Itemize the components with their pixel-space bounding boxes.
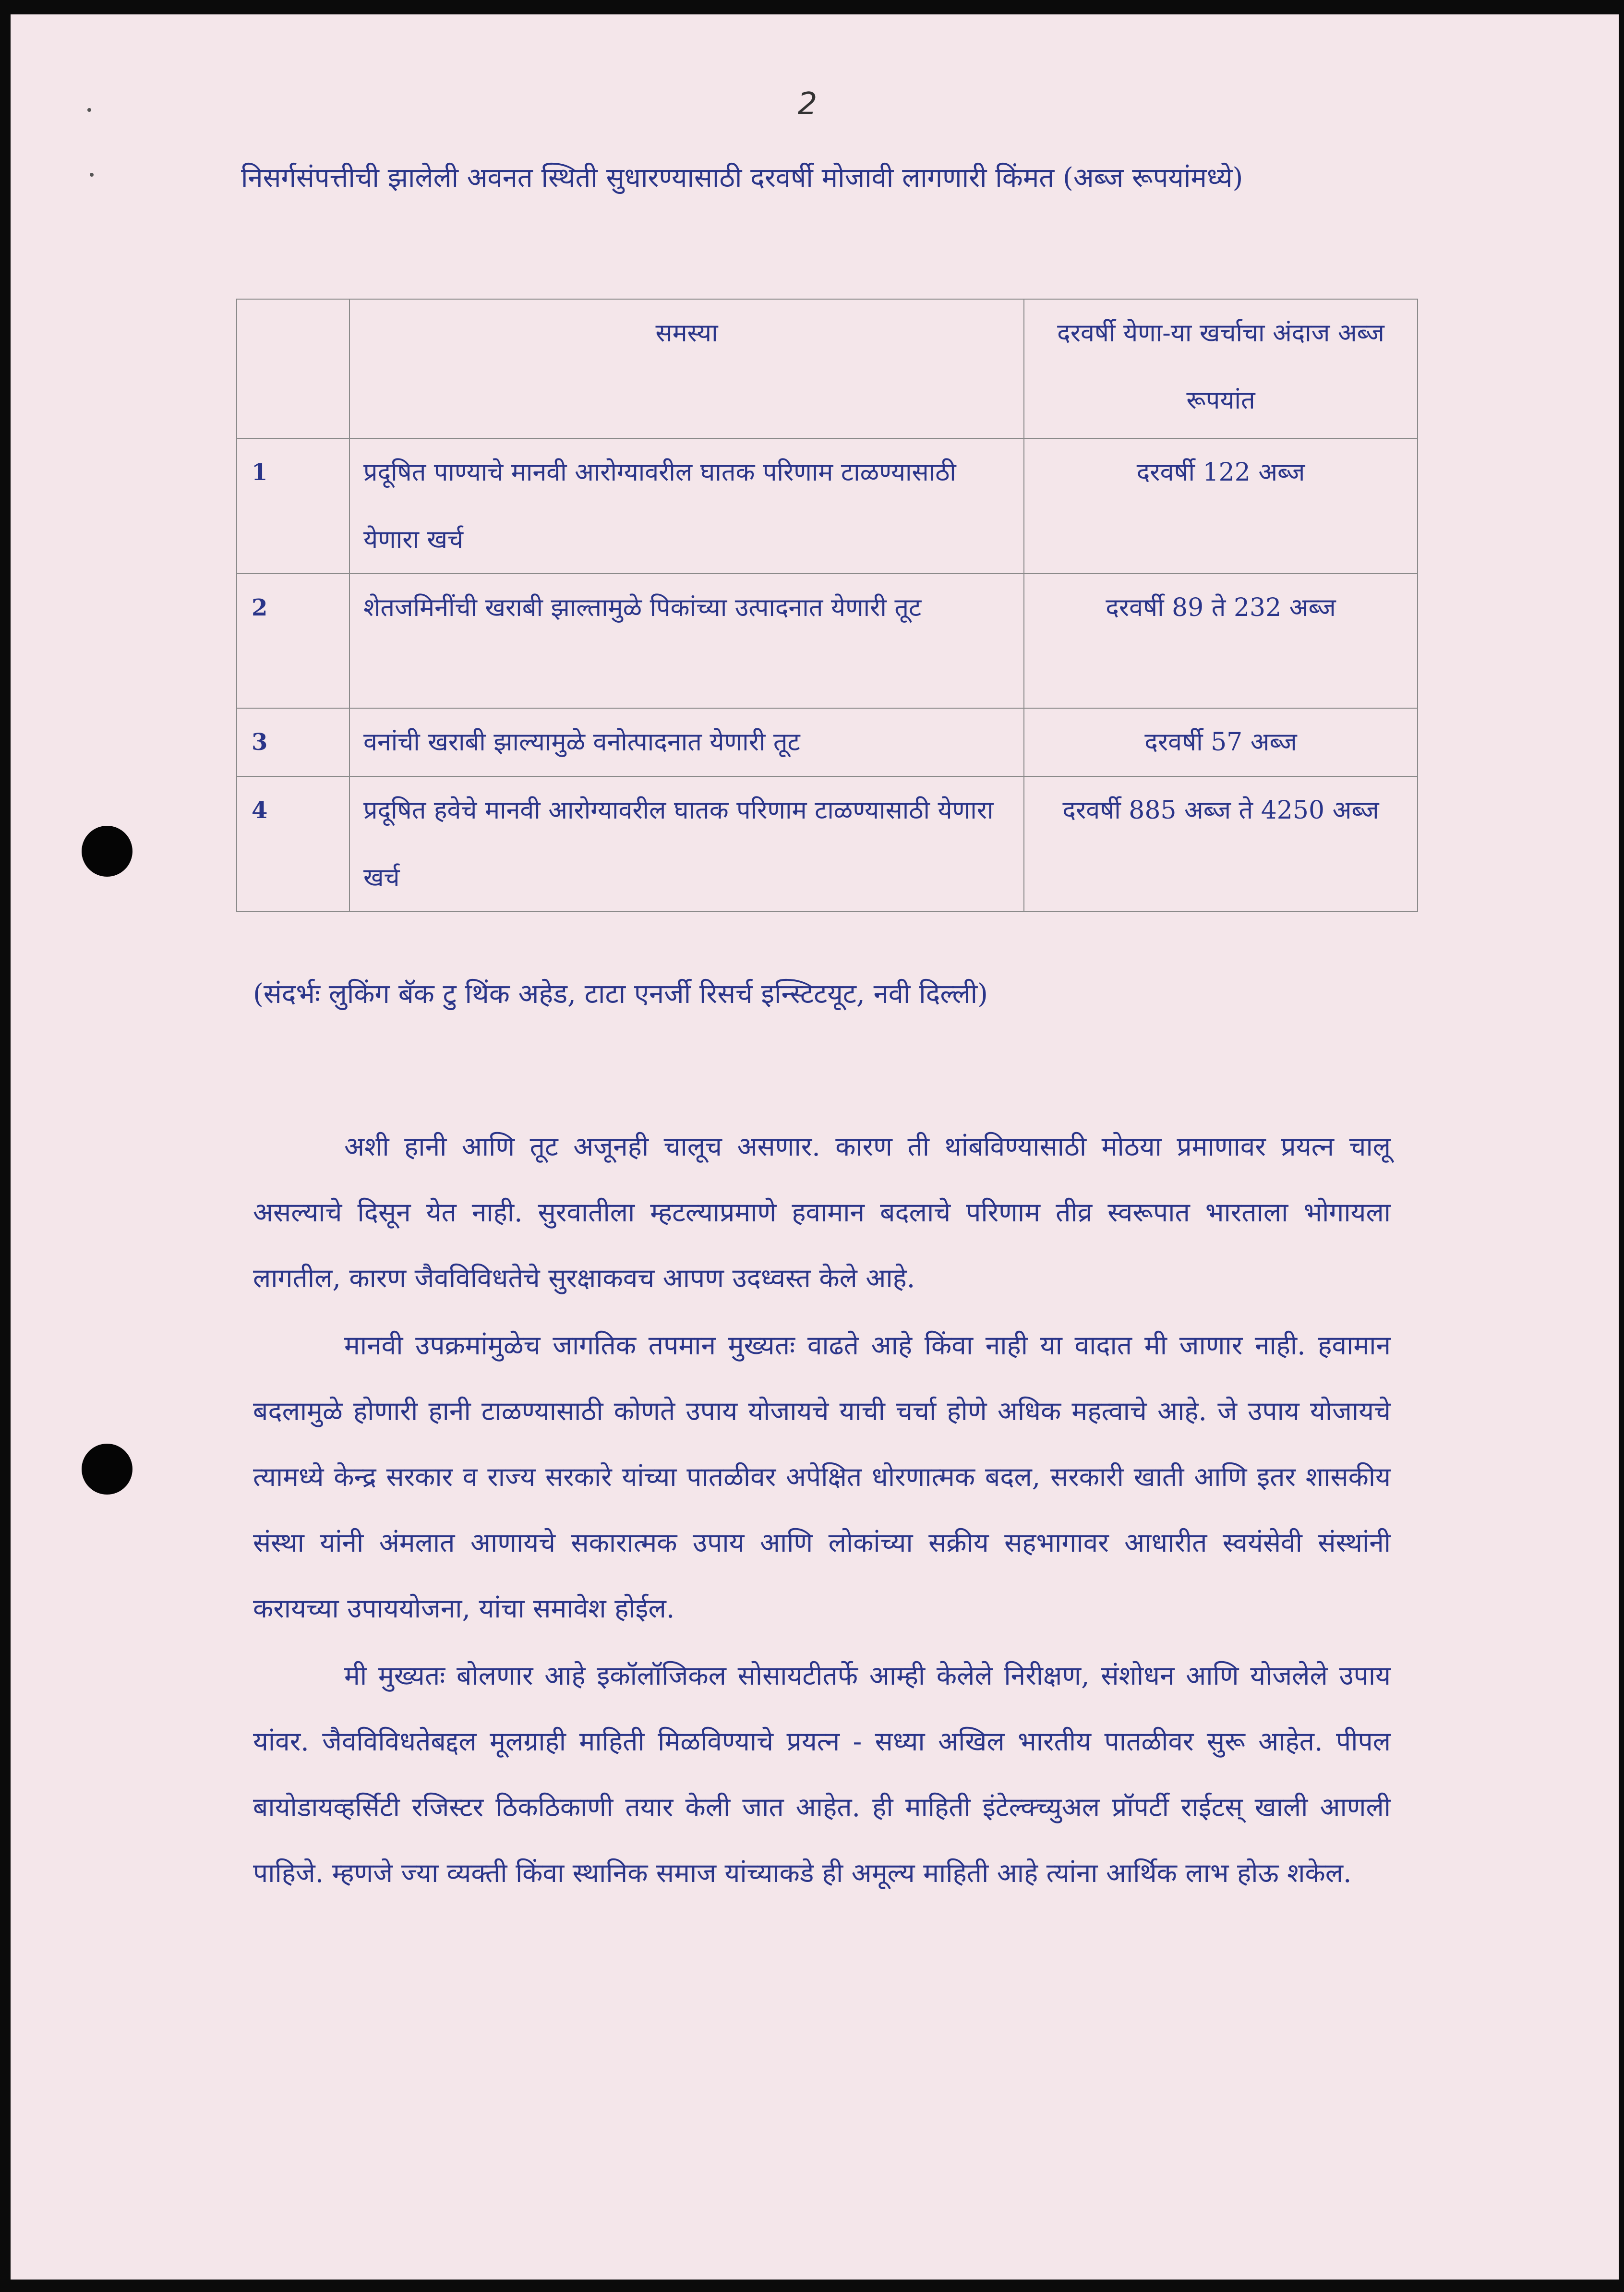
- table-row: [237, 708, 1418, 776]
- row-number: 3: [237, 708, 349, 776]
- row-number: 2: [237, 574, 349, 708]
- row-problem: प्रदूषित पाण्याचे मानवी आरोग्यावरील घातक परिणाम टाळण्यासाठी येणारा खर्च: [349, 438, 1024, 574]
- document-page: [11, 14, 1619, 2280]
- row-cost: दरवर्षी 57 अब्ज: [1024, 708, 1418, 776]
- paragraph: मानवी उपक्रमांमुळेच जागतिक तपमान मुख्यतः वाढते आहे किंवा नाही या वादात मी जाणार नाही. हवामान बदलामुळे होणारी हानी टाळण्यासाठी कोणते उपाय योजायचे याची चर्चा होणे अधिक महत्वाचे आहे. जे उपाय योजायचे त्यामध्ये केन्द्र सरकार व राज्य सरकारे यांच्या पातळीवर अपेक्षित धोरणात्मक बदल, सरकारी खाती आणि इतर शासकीय संस्था यांनी अंमलात आणायचे सकारात्मक उपाय आणि लोकांच्या सक्रीय सहभागावर आधारीत स्वयंसेवी संस्थांनी करायच्या उपाययोजना, यांचा समावेश होईल.: [253, 1330, 1391, 1624]
- row-cost: दरवर्षी 89 ते 232 अब्ज: [1024, 574, 1418, 708]
- table-row: [237, 438, 1418, 574]
- cost-table: [236, 299, 1418, 912]
- punch-hole: [82, 826, 132, 877]
- row-problem: प्रदूषित हवेचे मानवी आरोग्यावरील घातक परिणाम टाळण्यासाठी येणारा खर्च: [349, 776, 1024, 912]
- paper-speck: [87, 108, 91, 112]
- row-cost: दरवर्षी 122 अब्ज: [1024, 438, 1418, 574]
- reference-note: (संदर्भः लुकिंग बॅक टु थिंक अहेड, टाटा एनर्जी रिसर्च इन्स्टिटयूट, नवी दिल्ली): [253, 978, 988, 1010]
- document-heading: निसर्गसंपत्तीची झालेली अवनत स्थिती सुधारण्यासाठी दरवर्षी मोजावी लागणारी किंमत (अब्ज रूपयांमध्ये): [241, 162, 1243, 193]
- header-num-cell: [237, 299, 349, 438]
- paragraph: अशी हानी आणि तूट अजूनही चालूच असणार. कारण ती थांबविण्यासाठी मोठया प्रमाणावर प्रयत्न चालू असल्याचे दिसून येत नाही. सुरवातीला म्हटल्याप्रमाणे हवामान बदलाचे परिणाम तीव्र स्वरूपात भारताला भोगायला लागतील, कारण जैवविविधतेचे सुरक्षाकवच आपण उदध्वस्त केले आहे.: [253, 1131, 1391, 1293]
- table-row: [237, 776, 1418, 912]
- body-text: [253, 1114, 1391, 1907]
- row-problem: शेतजमिनींची खराबी झाल्तामुळे पिकांच्या उत्पादनात येणारी तूट: [349, 574, 1024, 708]
- row-number: 1: [237, 438, 349, 574]
- paragraph: मी मुख्यतः बोलणार आहे इकॉलॉजिकल सोसायटीतर्फे आम्ही केलेले निरीक्षण, संशोधन आणि योजलेले उपाय यांवर. जैवविविधतेबद्दल मूलग्राही माहिती मिळविण्याचे प्रयत्न - सध्या अखिल भारतीय पातळीवर सुरू आहेत. पीपल बायोडायव्हर्सिटी रजिस्टर ठिकठिकाणी तयार केली जात आहेत. ही माहिती इंटेल्क्च्युअल प्रॉपर्टी राईटस् खाली आणली पाहिजे. म्हणजे ज्या व्यक्ती किंवा स्थानिक समाज यांच्याकडे ही अमूल्य माहिती आहे त्यांना आर्थिक लाभ होऊ शकेल.: [253, 1660, 1391, 1888]
- paper-speck: [90, 173, 94, 177]
- table-header-row: [237, 299, 1418, 438]
- row-number: 4: [237, 776, 349, 912]
- table-row: [237, 574, 1418, 708]
- row-problem: वनांची खराबी झाल्यामुळे वनोत्पादनात येणारी तूट: [349, 708, 1024, 776]
- punch-hole: [82, 1444, 132, 1495]
- header-cost: दरवर्षी येणा-या खर्चाचा अंदाज अब्ज रूपयांत: [1024, 299, 1418, 438]
- header-problem: समस्या: [349, 299, 1024, 438]
- row-cost: दरवर्षी 885 अब्ज ते 4250 अब्ज: [1024, 776, 1418, 912]
- page-number: 2: [797, 86, 818, 122]
